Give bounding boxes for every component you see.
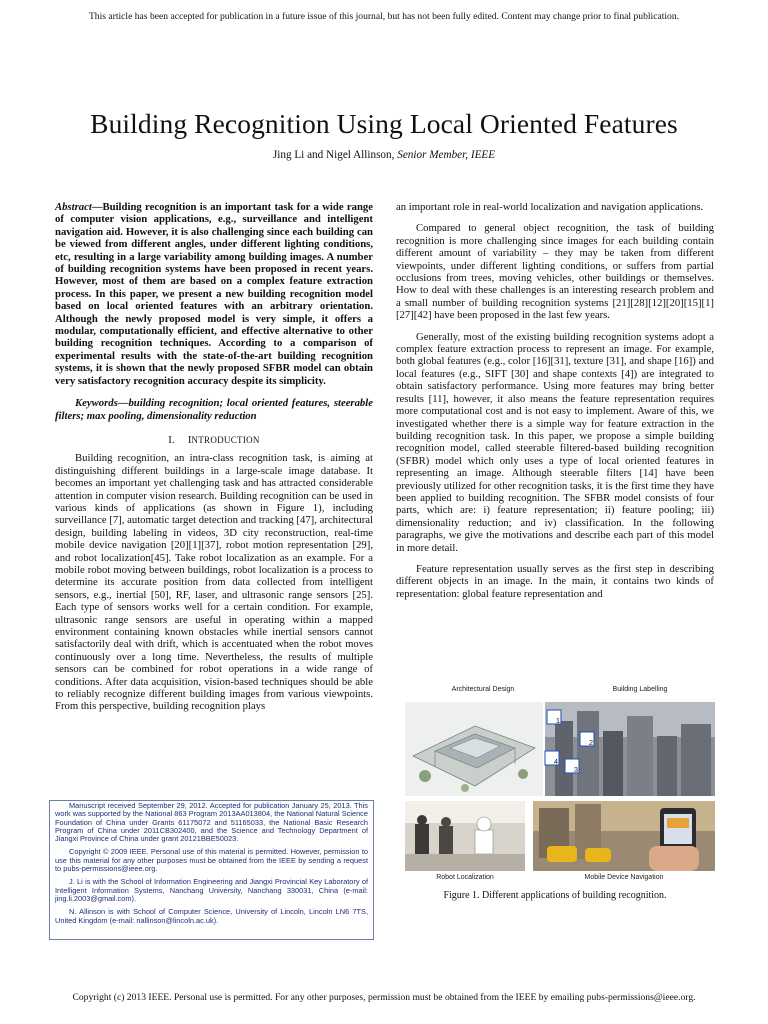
figure-caption: Figure 1. Different applications of building recognition. [443,890,667,901]
figure-label: Building Labelling [612,686,668,693]
body-paragraph: an important role in real-world localization and navigation applications. [396,201,704,213]
figure-label: Mobile Device Navigation [584,874,664,881]
author-names: Jing Li and Nigel Allinson, [272,149,395,161]
right-column [396,201,714,600]
intro-paragraph: Building recognition, an intra-class recognition task, is aiming at distinguishing different buildings in a large-scale image database. It becomes an important yet challenging task and has attracted considerable attention in computer vision research. Building recognition can be used in various kinds of applications (as shown in Figure 1), including surveillance [7], automatic target detection and tracking [47], architectural design, building labeling in videos, 3D city reconstruction, real-time mobile device navigation [20][1][37], robot motion representation [29], and robot localization[45]. Take robot localization as an example. For a mobile robot moving between buildings, robot localization is a process to determine its accurate position from data collected from intelligent sensors, e.g., inertial [50], RF, laser, and ultrasonic range sensors [25]. Each type of sensors works well for a certain condition. For example, ultrasonic range sensors are useful in operating within a mapped environment containing known obstacles while inertial sensors cannot satisfactorily deal with drift, which is accentuated when the robot moves continuously over a long time. Nevertheless, the results of multiple sensors can be combined for robot operations in a wide range of conditions. After data acquisition, vision-based techniques should be able to reliably recognize different building images from various viewpoints. From this perspective, building recognition plays [55,452,373,713]
left-column [55,201,373,713]
paper-authors [0,149,768,161]
label-marker: 2 [588,738,594,747]
label-marker: 4 [553,757,559,766]
keywords: Keywords—building recognition; local oriented features, steerable filters; max pooling, dimensionality reduction [55,397,373,422]
section-number: I. [168,433,175,446]
section-heading [55,434,373,446]
body-paragraph: Feature representation usually serves as the first step in describing different objects in an image. In the main, it contains two kinds of representation: global feature representation and [396,562,714,600]
abstract-text: —Building recognition is an important task for a wide range of computer vision applications, e.g., surveillance and intelligent navigation aid. However, it is also challenging since each building can be viewed from different angles, under different lighting conditions, etc, resulting in a large variability among building images. A number of building recognition systems have been proposed in recent years. However, most of them are based on a complex feature extraction process. In this paper, we present a new building recognition model based on local oriented features with an arbitrary orientation. Although the newly proposed model is very simple, it offers a modular, computationally efficient, and effective alternative to other building recognition techniques. According to a comparison of experimental results with the state-of-the-art building recognition systems, it is shown that the newly proposed SFBR model can obtain very satisfactory recognition accuracy despite its simplicity. [55,201,373,387]
footnote: N. Allinson is with School of Computer Science, University of Lincoln, Lincoln LN6 7TS, United Kingdom (e-mail: nallinson@lincoln.ac.uk). [55,907,368,925]
architectural-design-image [405,702,543,796]
section-first-letter: I [187,433,192,446]
body-paragraph: Compared to general object recognition, the task of building recognition is more challenging since images for each building contain different amount of variability – they may be taken from different viewpoints, under different lighting conditions, or suffers from partial occlusions from trees, moving vehicles, other buildings or themselves. How to deal with these challenges is an interesting research problem and a small number of building recognition systems [21][28][12][20][15][1][27][42] have been proposed in the last few years. [396,222,714,322]
figure-1 [405,686,715,881]
abstract [55,201,373,387]
paper-title: Building Recognition Using Local Oriented Features [90,108,678,139]
figure-label: Architectural Design [451,686,515,693]
robot-localization-image [405,801,525,871]
figure-label: Robot Localization [436,874,494,881]
section-title-rest: NTRODUCTION [191,434,260,445]
building-labelling-image [545,702,715,796]
author-role: Senior Member, IEEE [397,149,496,161]
footnote-box [49,800,374,940]
footnote: Manuscript received September 29, 2012. Accepted for publication January 25, 2013. This work was supported by the National 863 Program 2013AA013804, the National Natural Science Foundation of China under Grants 61175072 and 51165033, the National Basic Research Program of China under 2011CB302400, and the Science and Technology Department of Jiangxi Province of China under grant 20121BBE50023. [55,801,368,844]
label-marker: 1 [555,716,561,725]
footnote: J. Li is with the School of Information Engineering and Jiangxi Provincial Key Laboratory of Intelligent Information Systems, Nanchang University, Nanchang 330031, China (e-mail: jing.li.2003@gmail.com). [55,877,368,903]
abstract-label: Abstract [55,201,92,213]
publication-notice: This article has been accepted for publication in a future issue of this journal, but has not been fully edited. Content may change prior to final publication. [88,11,680,22]
copyright-notice: Copyright (c) 2013 IEEE. Personal use is permitted. For any other purposes, permission must be obtained from the IEEE by emailing pubs-permissions@ieee.org. [72,992,696,1003]
body-paragraph: Generally, most of the existing building recognition systems adopt a complex feature extraction process to represent an image. For example, both global features (e.g., color [16][31], texture [31], and shape [16]) and local features (e.g., SIFT [30] and shape contexts [4]) are integrated to obtain satisfactory performance. Using more features may bring better results [11], however, it also means the feature representation requires more computational cost and is not easy to implement. Aware of this, we investigated whether there is a simple way for feature extraction in the building recognition task. In this paper, we propose a simple building recognition model, called steerable filtered-based building recognition (SFBR) model which only uses a type of local oriented features in representing an image. Although steerable filters [14] have been previously utilized for other recognition tasks, it is the first time they have been applied to building recognition. The SFBR model consists of four parts, which are: i) feature representation; ii) feature pooling; iii) dimensionality reduction; and iv) classification. In the following paragraphs, we give the motivations and describe each part of this model in more detail. [396,330,714,554]
label-marker: 3 [573,765,579,774]
mobile-navigation-image [533,801,715,871]
footnote: Copyright © 2009 IEEE. Personal use of this material is permitted. However, permission to use this material for any other purposes must be obtained from the IEEE by sending a request to pubs-permissions@ieee.org. [55,847,368,874]
